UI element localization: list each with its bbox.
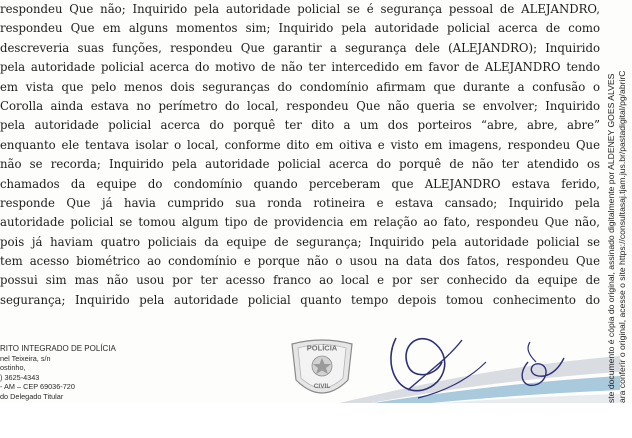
text-line: chamados da equipe do condomínio quando perceberam que ALEJANDRO estava ferido, <box>0 176 600 191</box>
viewer-bottom-area <box>0 403 632 438</box>
text-line: tem acesso biométrico ao condomínio e porque não o usou na data dos fatos, respondeu Que <box>0 254 600 269</box>
handwritten-signature <box>378 318 588 403</box>
text-line: possui sim mas não usou por ter acesso franco ao local e por ser conhecido da equipe de <box>0 273 600 288</box>
address-line: do Delegado Titular <box>0 391 64 401</box>
institution-address <box>0 344 190 402</box>
text-line: pela autoridade policial acerca do porquê ter dito a um dos porteiros “abre, abre, abre” <box>0 118 600 133</box>
text-line: descreveria suas funções, respondeu Que garantir a segurança dele (ALEJANDRO); Inquirido <box>0 40 600 55</box>
text-line: respondeu Que em alguns momentos sim; Inquirido pela autoridade policial acerca de como <box>0 21 600 36</box>
address-line: ) 3625-4343 <box>0 372 40 382</box>
address-line: nel Teixeira, s/n <box>0 353 51 363</box>
badge-bottom-text: CIVIL <box>313 383 331 390</box>
address-line: RITO INTEGRADO DE POLÍCIA <box>0 344 116 353</box>
address-line: ostinho, <box>0 363 26 373</box>
text-line: pois já haviam quatro policiais da equipe de segurança; Inquirido pela autoridade policial se <box>0 234 600 249</box>
text-line: segurança; Inquirido pela autoridade policial quanto tempo depois tomou conhecimento do <box>0 292 600 307</box>
text-line: enquanto ele tentava isolar o local, conforme dito em oitiva e visto em imagens, respondeu Que <box>0 137 600 152</box>
text-line: responde Que já havia cumprido sua ronda rotineira e estava cansado; Inquirido pela <box>0 195 600 210</box>
stamp-line: ste documento é cópia do original, assinado digitalmente por ALDENEY GOES ALVES <box>606 73 616 403</box>
address-line: - AM – CEP 69036-720 <box>0 382 75 392</box>
stamp-line: ara conferir o original, acesse o site https://consultasaj.tjam.jus.br/pastadigital/pg/abrirC <box>617 70 627 403</box>
text-line: não se recorda; Inquirido pela autoridade policial acerca do porquê de não ter atendido os <box>0 157 600 172</box>
text-line: pela autoridade policial acerca do motivo de não ter intercedido em favor de ALEJANDRO tendo <box>0 60 600 75</box>
text-line: respondeu Que não; Inquirido pela autoridade policial se é segurança pessoal de ALEJANDRO, <box>0 2 600 16</box>
text-line: em vista que pelo menos dois seguranças do condomínio afirmam que durante a confusão o <box>0 79 600 94</box>
text-line: Corolla ainda estava no perímetro do local, respondeu Que não queria se envolver; Inquirido <box>0 98 600 113</box>
text-line: autoridade policial se tomou algum tipo de providencia em relação ao fato, respondeu Que não, <box>0 215 600 230</box>
badge-top-text: POLÍCIA <box>306 343 338 353</box>
police-badge-icon <box>286 336 358 403</box>
digital-signature-stamp <box>606 0 632 403</box>
